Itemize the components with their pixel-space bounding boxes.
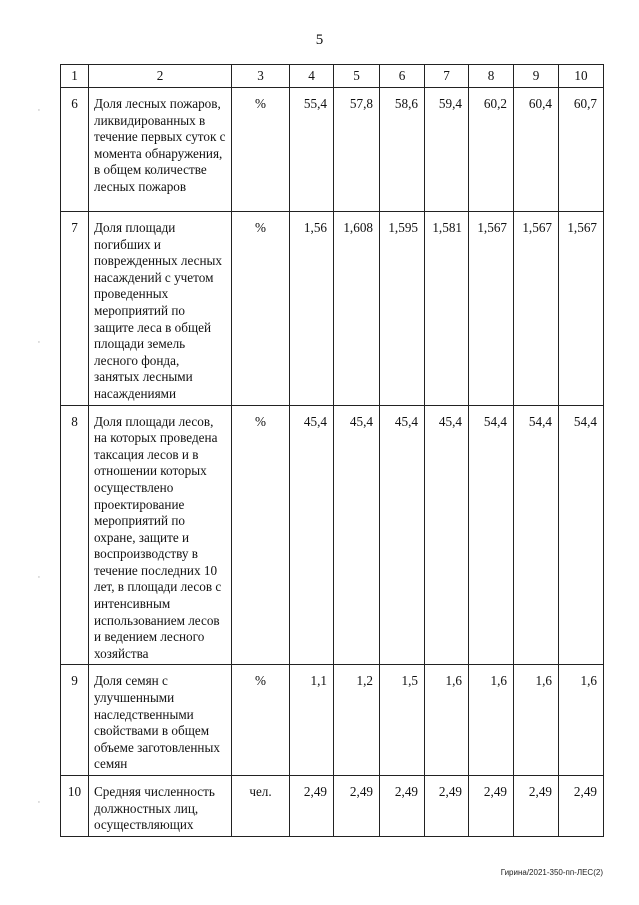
value-cell: 2,49 — [514, 776, 559, 837]
row-number: 7 — [61, 212, 89, 406]
value-cell: 2,49 — [290, 776, 334, 837]
table-header-row — [61, 65, 604, 88]
row-number: 6 — [61, 88, 89, 212]
column-header: 6 — [380, 65, 425, 88]
value-cell: 1,1 — [290, 665, 334, 776]
value-cell: 1,6 — [425, 665, 469, 776]
indicator-name: Доля лесных пожаров, ликвидированных в течение первых суток с момента обнаружения, в общем количестве лесных пожаров — [89, 88, 232, 212]
table-row — [61, 88, 604, 212]
value-cell: 55,4 — [290, 88, 334, 212]
column-header: 8 — [469, 65, 514, 88]
column-header: 10 — [559, 65, 604, 88]
document-code: Гирина/2021-350-пп-ЛЕС(2) — [500, 868, 603, 877]
value-cell: 1,567 — [514, 212, 559, 406]
row-number: 9 — [61, 665, 89, 776]
value-cell: 60,4 — [514, 88, 559, 212]
value-cell: 1,6 — [469, 665, 514, 776]
table-row — [61, 776, 604, 837]
margin-mark: ' — [38, 108, 40, 116]
margin-mark: ' — [38, 575, 40, 583]
value-cell: 1,567 — [469, 212, 514, 406]
value-cell: 2,49 — [380, 776, 425, 837]
value-cell: 1,2 — [334, 665, 380, 776]
value-cell: 45,4 — [334, 405, 380, 665]
indicator-name: Средняя численность должностных лиц, осуществляющих — [89, 776, 232, 837]
indicator-name: Доля семян с улучшенными наследственными свойствами в общем объеме заготовленных семян — [89, 665, 232, 776]
margin-mark: ' — [38, 340, 40, 348]
value-cell: 54,4 — [559, 405, 604, 665]
value-cell: 45,4 — [380, 405, 425, 665]
column-header: 1 — [61, 65, 89, 88]
column-header: 9 — [514, 65, 559, 88]
margin-mark: ' — [38, 800, 40, 808]
unit-cell: чел. — [232, 776, 290, 837]
value-cell: 2,49 — [559, 776, 604, 837]
column-header: 5 — [334, 65, 380, 88]
value-cell: 59,4 — [425, 88, 469, 212]
value-cell: 1,595 — [380, 212, 425, 406]
value-cell: 45,4 — [290, 405, 334, 665]
column-header: 4 — [290, 65, 334, 88]
value-cell: 1,608 — [334, 212, 380, 406]
indicators-table — [60, 64, 604, 837]
unit-cell: % — [232, 405, 290, 665]
value-cell: 1,6 — [559, 665, 604, 776]
value-cell: 1,567 — [559, 212, 604, 406]
value-cell: 60,7 — [559, 88, 604, 212]
indicator-name: Доля площади погибших и поврежденных лесных насаждений с учетом проведенных мероприятий по защите леса в общей площади земель лесного фонда, занятых лесными насаждениями — [89, 212, 232, 406]
row-number: 10 — [61, 776, 89, 837]
unit-cell: % — [232, 665, 290, 776]
column-header: 7 — [425, 65, 469, 88]
indicator-name: Доля площади лесов, на которых проведена таксация лесов и в отношении которых осуществлено проектирование мероприятий по охране, защите и воспроизводству в течение последних 10 лет, в площади лесов с интенсивным использованием лесов и ведением лесного хозяйства — [89, 405, 232, 665]
value-cell: 54,4 — [469, 405, 514, 665]
value-cell: 1,6 — [514, 665, 559, 776]
table-row — [61, 405, 604, 665]
column-header: 2 — [89, 65, 232, 88]
value-cell: 58,6 — [380, 88, 425, 212]
value-cell: 54,4 — [514, 405, 559, 665]
value-cell: 1,56 — [290, 212, 334, 406]
unit-cell: % — [232, 212, 290, 406]
value-cell: 57,8 — [334, 88, 380, 212]
page-number: 5 — [315, 32, 324, 48]
row-number: 8 — [61, 405, 89, 665]
value-cell: 1,5 — [380, 665, 425, 776]
value-cell: 1,581 — [425, 212, 469, 406]
value-cell: 2,49 — [334, 776, 380, 837]
value-cell: 45,4 — [425, 405, 469, 665]
table-row — [61, 212, 604, 406]
value-cell: 2,49 — [425, 776, 469, 837]
column-header: 3 — [232, 65, 290, 88]
table-row — [61, 665, 604, 776]
unit-cell: % — [232, 88, 290, 212]
value-cell: 2,49 — [469, 776, 514, 837]
value-cell: 60,2 — [469, 88, 514, 212]
